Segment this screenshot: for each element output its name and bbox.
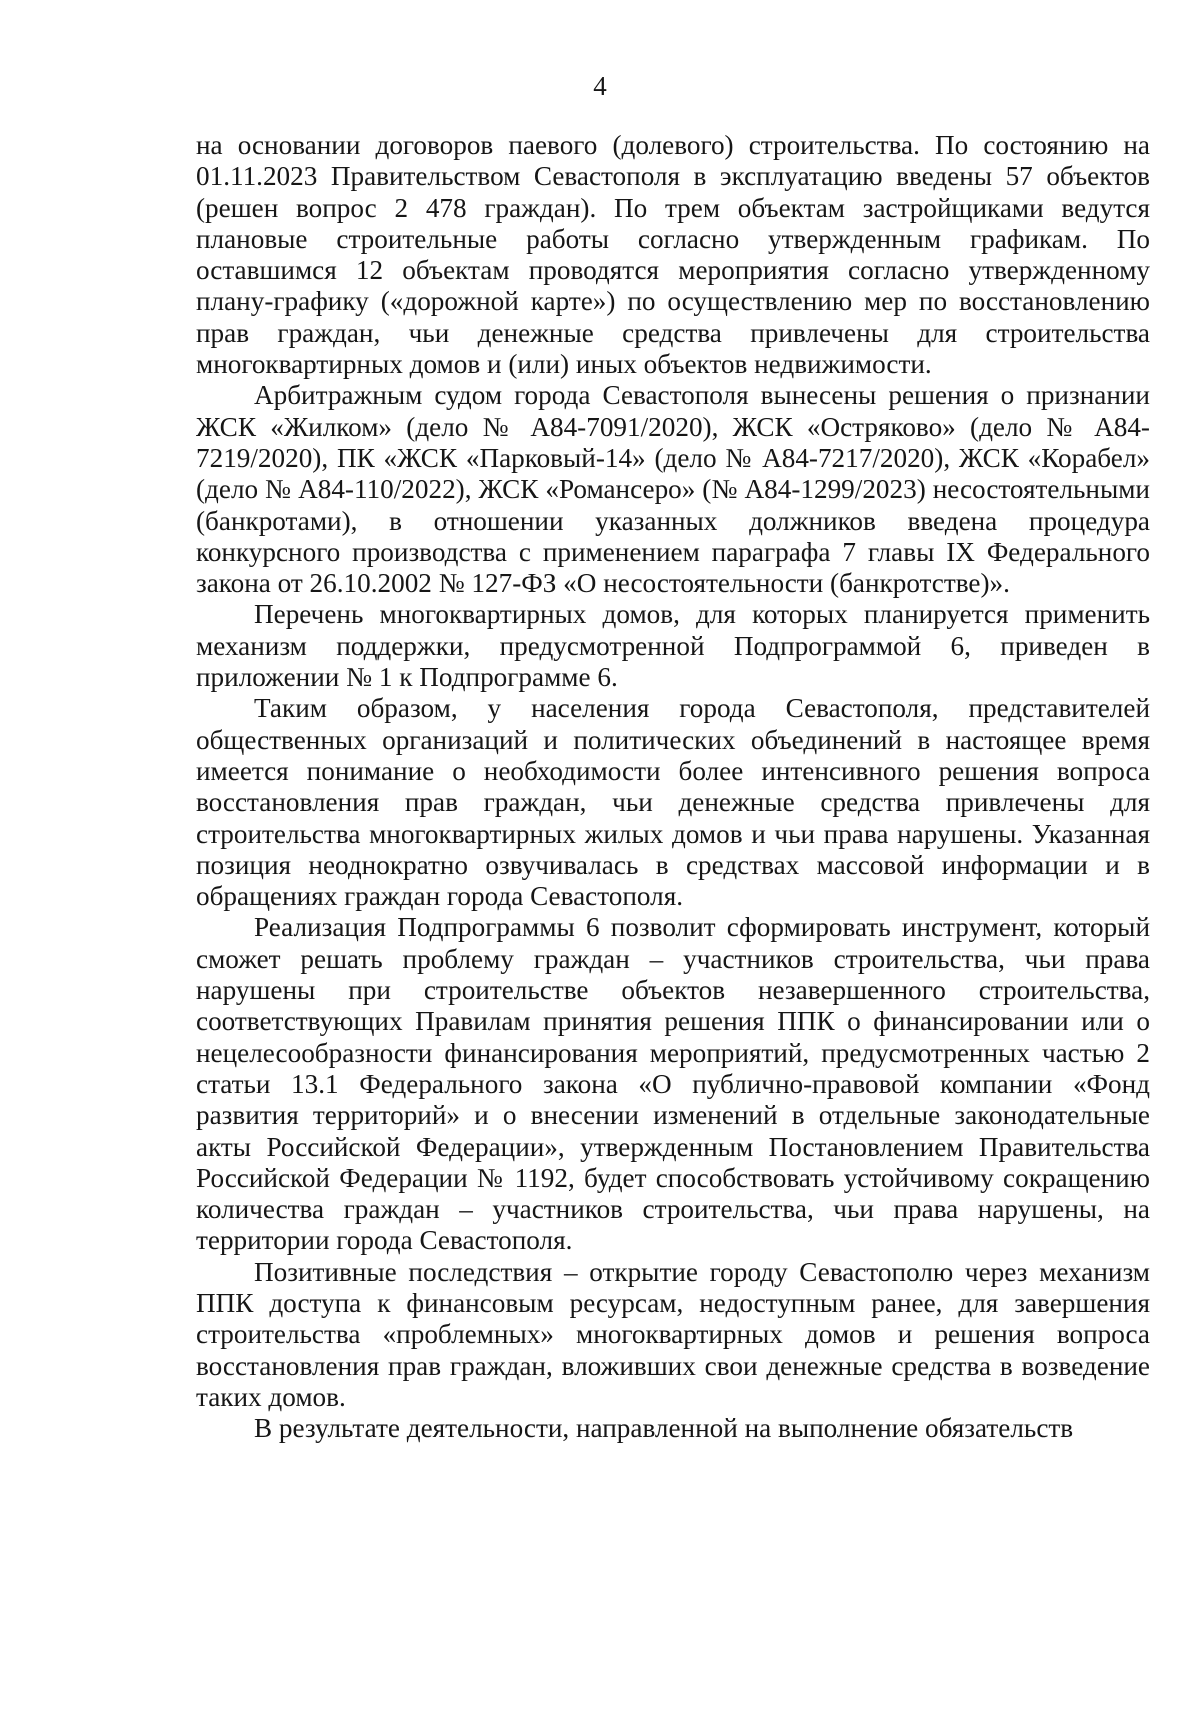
- paragraph-court-decisions: Арбитражным судом города Севастополя вынесены решения о признании ЖСК «Жилком» (дело № А84-7091/2020), ЖСК «Остряково» (дело № А84-7219/2020), ПК «ЖСК «Парковый-14» (дело № А84-7217/2020), ЖСК «Корабел» (дело № А84-110/2022), ЖСК «Романсеро» (№ А84-1299/2023) несостоятельными (банкротами), в отношении указанных должников введена процедура конкурсного производства с применением параграфа 7 главы IX Федерального закона от 26.10.2002 № 127-ФЗ «О несостоятельности (банкротстве)».: [196, 380, 1150, 599]
- document-body: [196, 130, 1150, 1444]
- paragraph-building-list: Перечень многоквартирных домов, для которых планируется применить механизм поддержки, предусмотренной Подпрограммой 6, приведен в приложении № 1 к Подпрограмме 6.: [196, 599, 1150, 693]
- paragraph-subprogram-implementation: Реализация Подпрограммы 6 позволит сформировать инструмент, который сможет решать проблему граждан – участников строительства, чьи права нарушены при строительстве объектов незавершенного строительства, соответствующих Правилам принятия решения ППК о финансировании или о нецелесообразности финансирования мероприятий, предусмотренных частью 2 статьи 13.1 Федерального закона «О публично-правовой компании «Фонд развития территорий» и о внесении изменений в отдельные законодательные акты Российской Федерации», утвержденным Постановлением Правительства Российской Федерации № 1192, будет способствовать устойчивому сокращению количества граждан – участников строительства, чьи права нарушены, на территории города Севастополя.: [196, 912, 1150, 1256]
- paragraph-public-understanding: Таким образом, у населения города Севастополя, представителей общественных организаций и политических объединений в настоящее время имеется понимание о необходимости более интенсивного решения вопроса восстановления прав граждан, чьи денежные средства привлечены для строительства многоквартирных жилых домов и чьи права нарушены. Указанная позиция неоднократно озвучивалась в средствах массовой информации и в обращениях граждан города Севастополя.: [196, 693, 1150, 912]
- page-number: 4: [593, 71, 607, 101]
- paragraph-positive-consequences: Позитивные последствия – открытие городу Севастополю через механизм ППК доступа к финансовым ресурсам, недоступным ранее, для завершения строительства «проблемных» многоквартирных домов и решения вопроса восстановления прав граждан, вложивших свои денежные средства в возведение таких домов.: [196, 1256, 1150, 1412]
- paragraph-result-activity: В результате деятельности, направленной на выполнение обязательств: [254, 1413, 1074, 1444]
- paragraph-continuation: на основании договоров паевого (долевого) строительства. По состоянию на 01.11.2023 Правительством Севастополя в эксплуатацию введены 57 объектов (решен вопрос 2 478 граждан). По трем объектам застройщиками ведутся плановые строительные работы согласно утвержденным графикам. По оставшимся 12 объектам проводятся мероприятия согласно утвержденному плану-графику («дорожной карте») по осуществлению мер по восстановлению прав граждан, чьи денежные средства привлечены для строительства многоквартирных домов и (или) иных объектов недвижимости.: [196, 130, 1150, 380]
